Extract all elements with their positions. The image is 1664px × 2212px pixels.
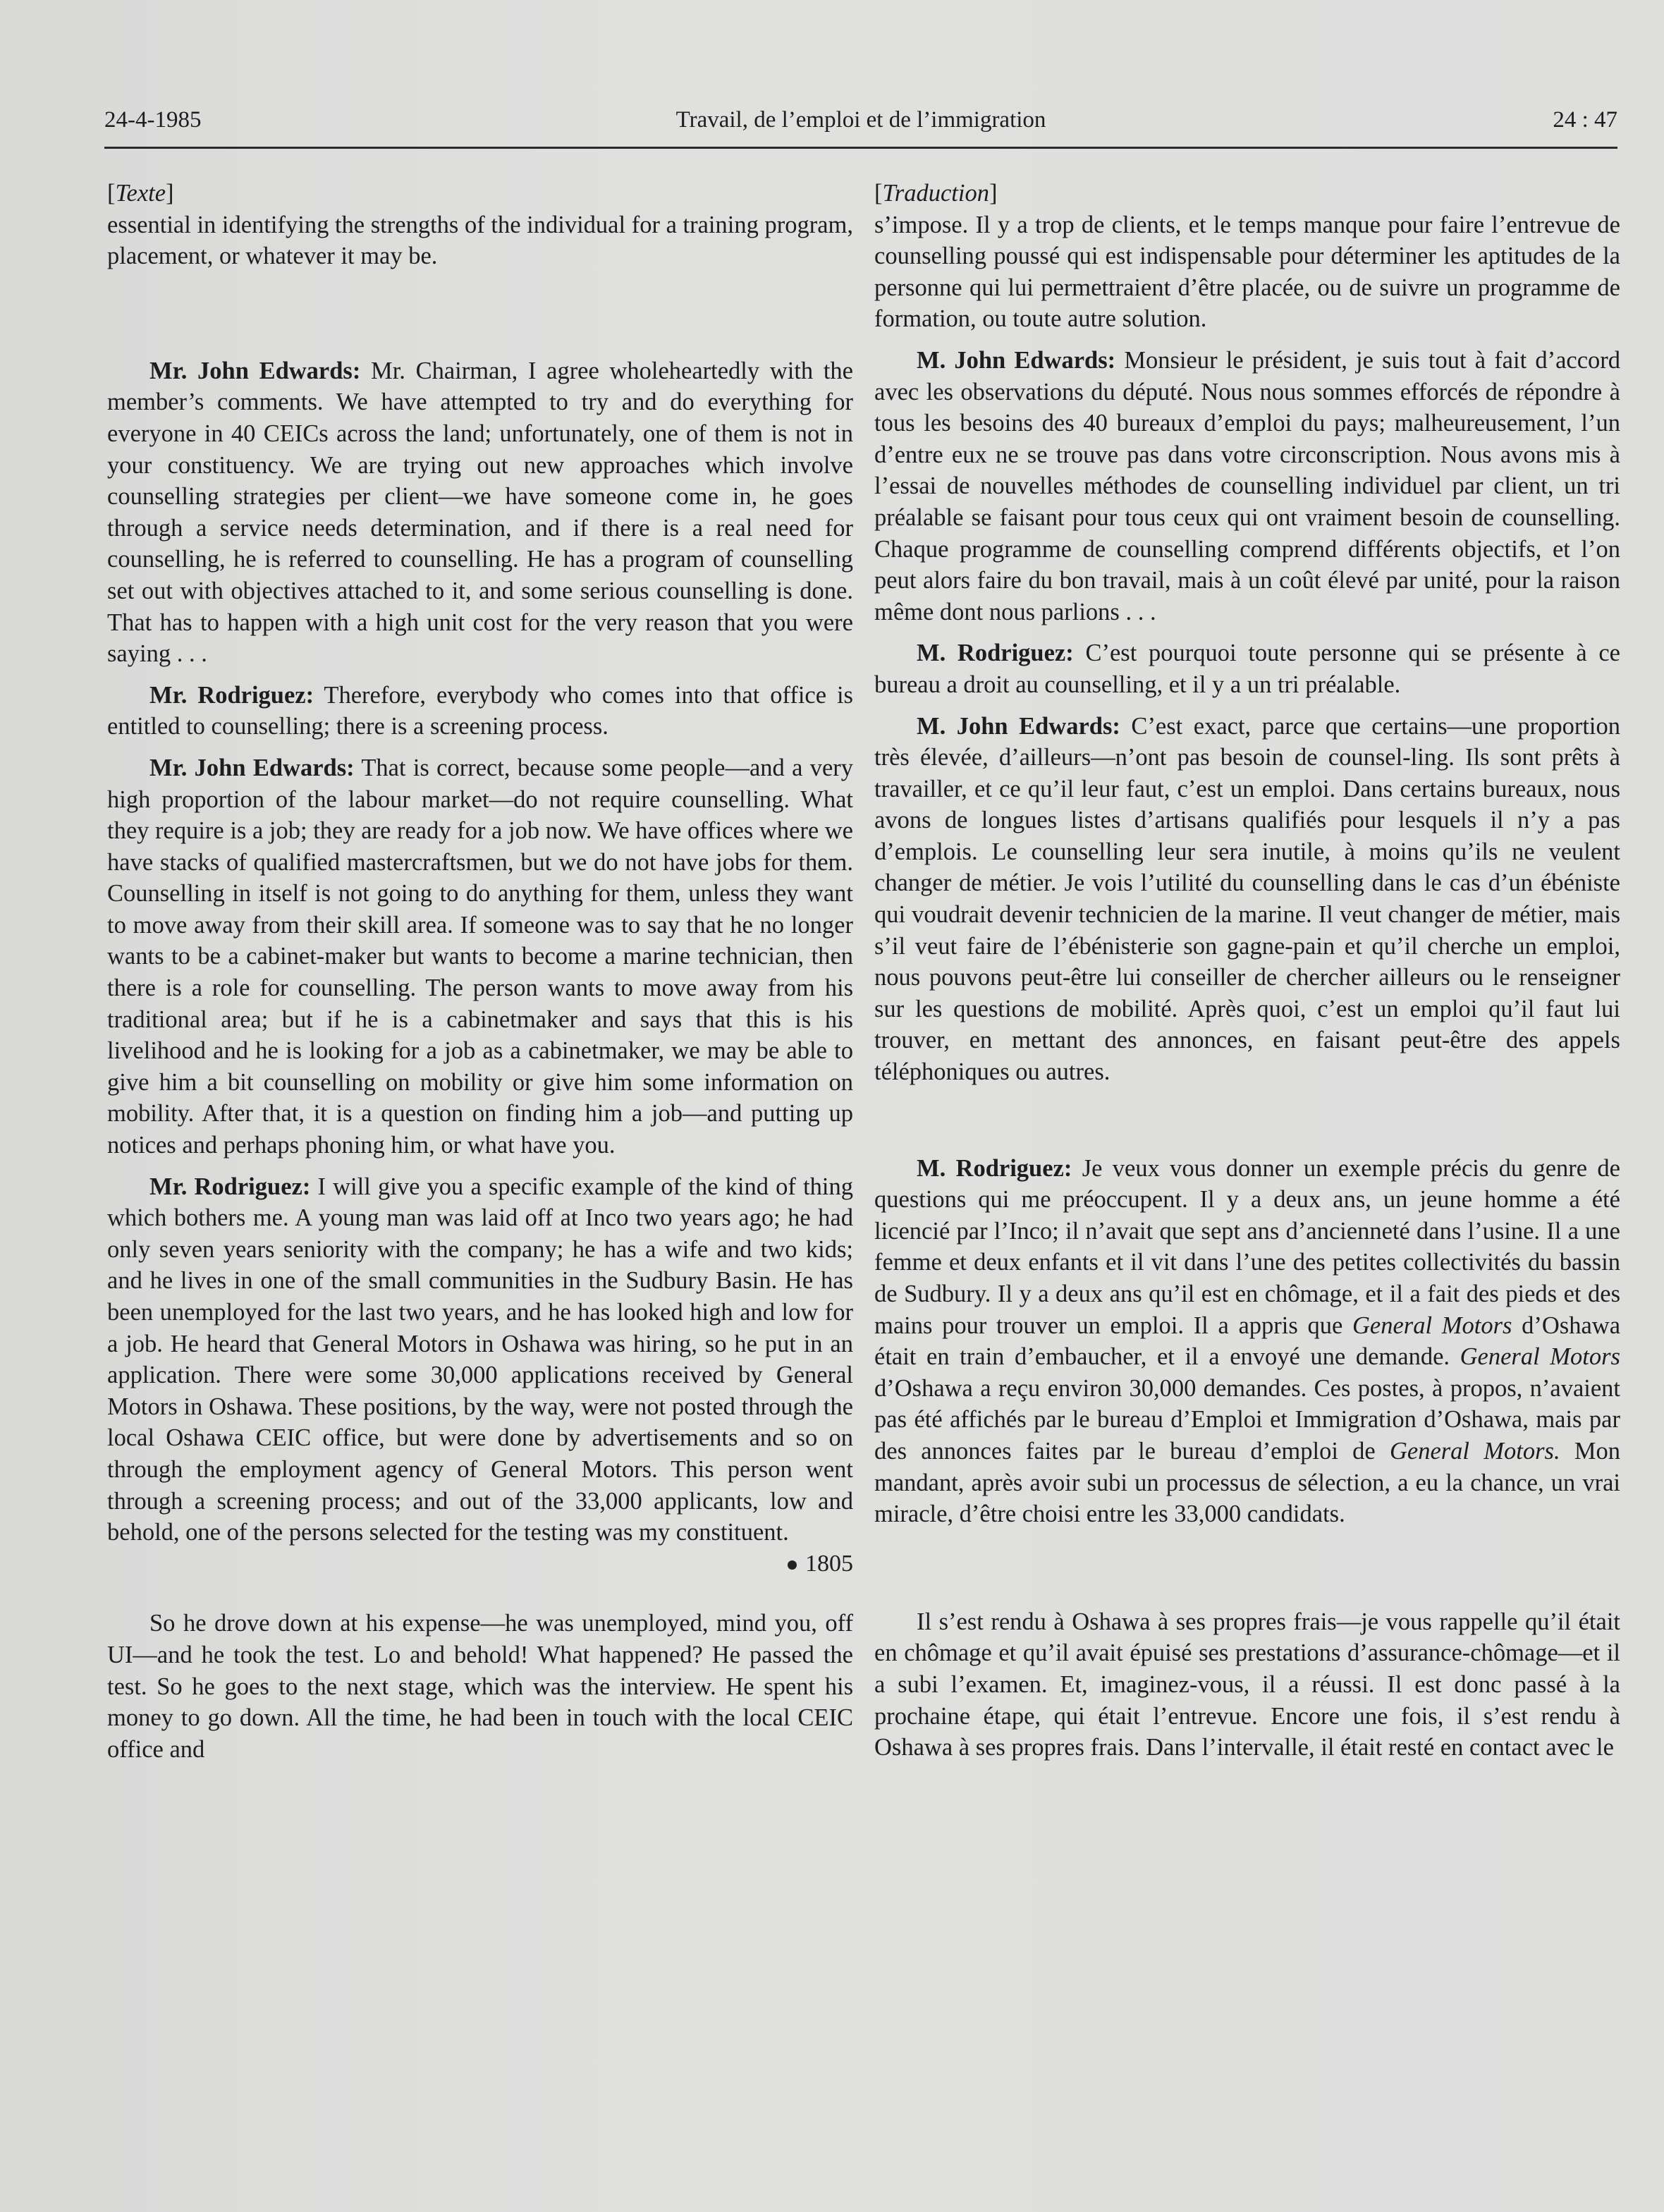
paragraph: Mr. John Edwards: That is correct, because some people—and a very high proportion of the labour market—do not require counselling. What they require is a job; they are ready for a job now. We have offices where we have stacks of qualified mastercraftsmen, but we do not have jobs for them. Counselling in itself is not going to do anything for them, unless they want to move away from their skill area. If someone was to say that he no longer wants to be a cabinet-maker but wants to become a marine technician, then there is a role for counselling. The person wants to move away from his traditional area; but if he is a cabinetmaker and says that this is his livelihood and he is looking for a job as a cabinetmaker, we may be able to give him a bit counselling on mobility or give him some information on mobility. After that, it is a question on finding him a job—and putting up notices and perhaps phoning him, or what have you. [107,754,853,1159]
page-header [104,104,1617,149]
header-title: Travail, de l’emploi et de l’immigration [675,107,1046,133]
french-column [874,178,1620,1764]
paragraph: Mr. Rodriguez: I will give you a specific example of the kind of thing which bothers me. A young man was laid off at Inco two years ago; he had only seven years seniority with the company; he has a wife and two kids; and he lives in one of the small communities in the Sudbury Basin. He has been unemployed for the last two years, and he has looked high and low for a job. He heard that General Motors in Oshawa was hiring, so he put in an application. There were some 30,000 applications received by General Motors in Oshawa. These positions, by the way, were not posted through the local Oshawa CEIC office, but were done by advertisements and so on through the employment agency of General Motors. This person went through a screening process; and out of the 33,000 applicants, low and behold, one of the persons selected for the testing was my constituent. [107,1173,853,1546]
speaker-name: M. John Edwards: [917,712,1120,740]
section-label-texte: [Texte] [107,180,174,207]
speaker-name: Mr. Rodriguez: [149,1173,311,1200]
paragraph: M. John Edwards: Monsieur le président, je suis tout à fait d’accord avec les observations du député. Nous nous sommes efforcés de répondre à tous les besoins des 40 bureaux d’emploi du pays; malheureusement, l’un d’entre eux ne se trouve pas dans votre circonscription. Nous avons mis à l’essai de nouvelles méthodes de counselling individuel par client, un tri préalable se faisant pour tous ceux qui ont vraiment besoin de counselling. Chaque programme de counselling comprend différents objectifs, et l’on peut alors faire du bon travail, mais à un coût élevé par unité, pour la raison même dont nous parlions . . . [874,346,1620,625]
paragraph: So he drove down at his expense—he was unemployed, mind you, off UI—and he took the test. Lo and behold! What happened? He passed the test. So he goes to the next stage, which was the interview. He spent his money to go down. All the time, he had been in touch with the local CEIC office and [107,1610,853,1763]
paragraph: M. Rodriguez: C’est pourquoi toute personne qui se présente à ce bureau a droit au counselling, et il y a un tri préalable. [874,640,1620,698]
speaker-name: Mr. John Edwards: [149,754,355,781]
section-label-traduction: [Traduction] [874,180,998,207]
time-marker: 1805 [107,1548,853,1580]
speaker-name: Mr. Rodriguez: [149,681,314,709]
speaker-name: M. John Edwards: [917,346,1116,374]
paragraph: M. Rodriguez: Je veux vous donner un exemple précis du genre de questions qui me préoccupent. Il y a deux ans, un jeune homme a été licencié par l’Inco; il n’avait que sept ans d’ancienneté dans l’usine. Il a une femme et deux enfants et il vit dans l’une des petites collectivités du bassin de Sudbury. Il y a deux ans qu’il est en chômage, et il a fait des pieds et des mains pour trouver un emploi. Il a appris que General Motors d’Oshawa était en train d’embaucher, et il a envoyé une demande. General Motors d’Oshawa a reçu environ 30,000 demandes. Ces postes, à propos, n’avaient pas été affichés par le bureau d’Emploi et Immigration d’Oshawa, mais par des annonces faites par le bureau d’emploi de General Motors. Mon mandant, après avoir subi un processus de sélection, a eu la chance, un vrai miracle, d’être choisi entre les 33,000 candidats. [874,1154,1621,1528]
paragraph: s’impose. Il y a trop de clients, et le temps manque pour faire l’entrevue de counselling poussé qui est indispensable pour déterminer les aptitudes de la personne qui lui permettraient d’être placée, ou de suivre un programme de formation, ou toute autre solution. [874,211,1620,333]
paragraph: M. John Edwards: C’est exact, parce que certains—une proportion très élevée, d’ailleurs—n’ont pas besoin de counsel-ling. Ils sont prêts à travailler, et ce qu’il leur faut, c’est un emploi. Dans certains bureaux, nous avons de longues listes d’artisans qualifiés pour lesquels il n’y a pas d’emplois. Le counselling leur sera inutile, à moins qu’ils ne veulent changer de métier. Je vois l’utilité du counselling dans le cas d’un ébéniste qui voudrait devenir technicien de la marine. Il veut changer de métier, mais s’il veut faire de l’ébénisterie son gagne-pain et qu’il cherche un emploi, nous pouvons peut-être lui conseiller de chercher ailleurs ou le renseigner sur les questions de mobilité. Après quoi, c’est un emploi qu’il faut lui trouver, en mettant des annonces, en faisant peut-être des appels téléphoniques ou autres. [874,712,1621,1086]
english-column [107,178,853,1765]
paragraph: Mr. John Edwards: Mr. Chairman, I agree wholeheartedly with the member’s comments. We have attempted to try and do everything for everyone in 40 CEICs across the land; unfortunately, one of them is not in your constituency. We are trying out new approaches which involve counselling strategies per client—we have someone come in, he goes through a service needs determination, and if there is a real need for counselling, he is referred to counselling. He has a program of counselling set out with objectives attached to it, and some serious counselling is done. That has to happen with a high unit cost for the very reason that you were saying . . . [107,357,853,668]
speaker-name: M. Rodriguez: [917,640,1074,667]
paragraph: Mr. Rodriguez: Therefore, everybody who comes into that office is entitled to counselling; there is a screening process. [107,681,853,740]
header-page-number: 24 : 47 [1553,107,1617,133]
speaker-name: M. Rodriguez: [917,1154,1072,1182]
paragraph: Il s’est rendu à Oshawa à ses propres frais—je vous rappelle qu’il était en chômage et qu’il avait épuisé ses prestations d’assurance-chômage—et il a subi l’examen. Et, imaginez-vous, il a réussi. Il est donc passé à la prochaine étape, qui était l’entrevue. Encore une fois, il s’est rendu à Oshawa à ses propres frais. Dans l’intervalle, il était resté en contact avec le [874,1608,1620,1761]
bullet-icon [788,1560,797,1570]
speaker-name: Mr. John Edwards: [149,357,361,384]
header-date: 24-4-1985 [104,107,202,133]
paragraph: essential in identifying the strengths of the individual for a training program, placement, or whatever it may be. [107,211,853,270]
